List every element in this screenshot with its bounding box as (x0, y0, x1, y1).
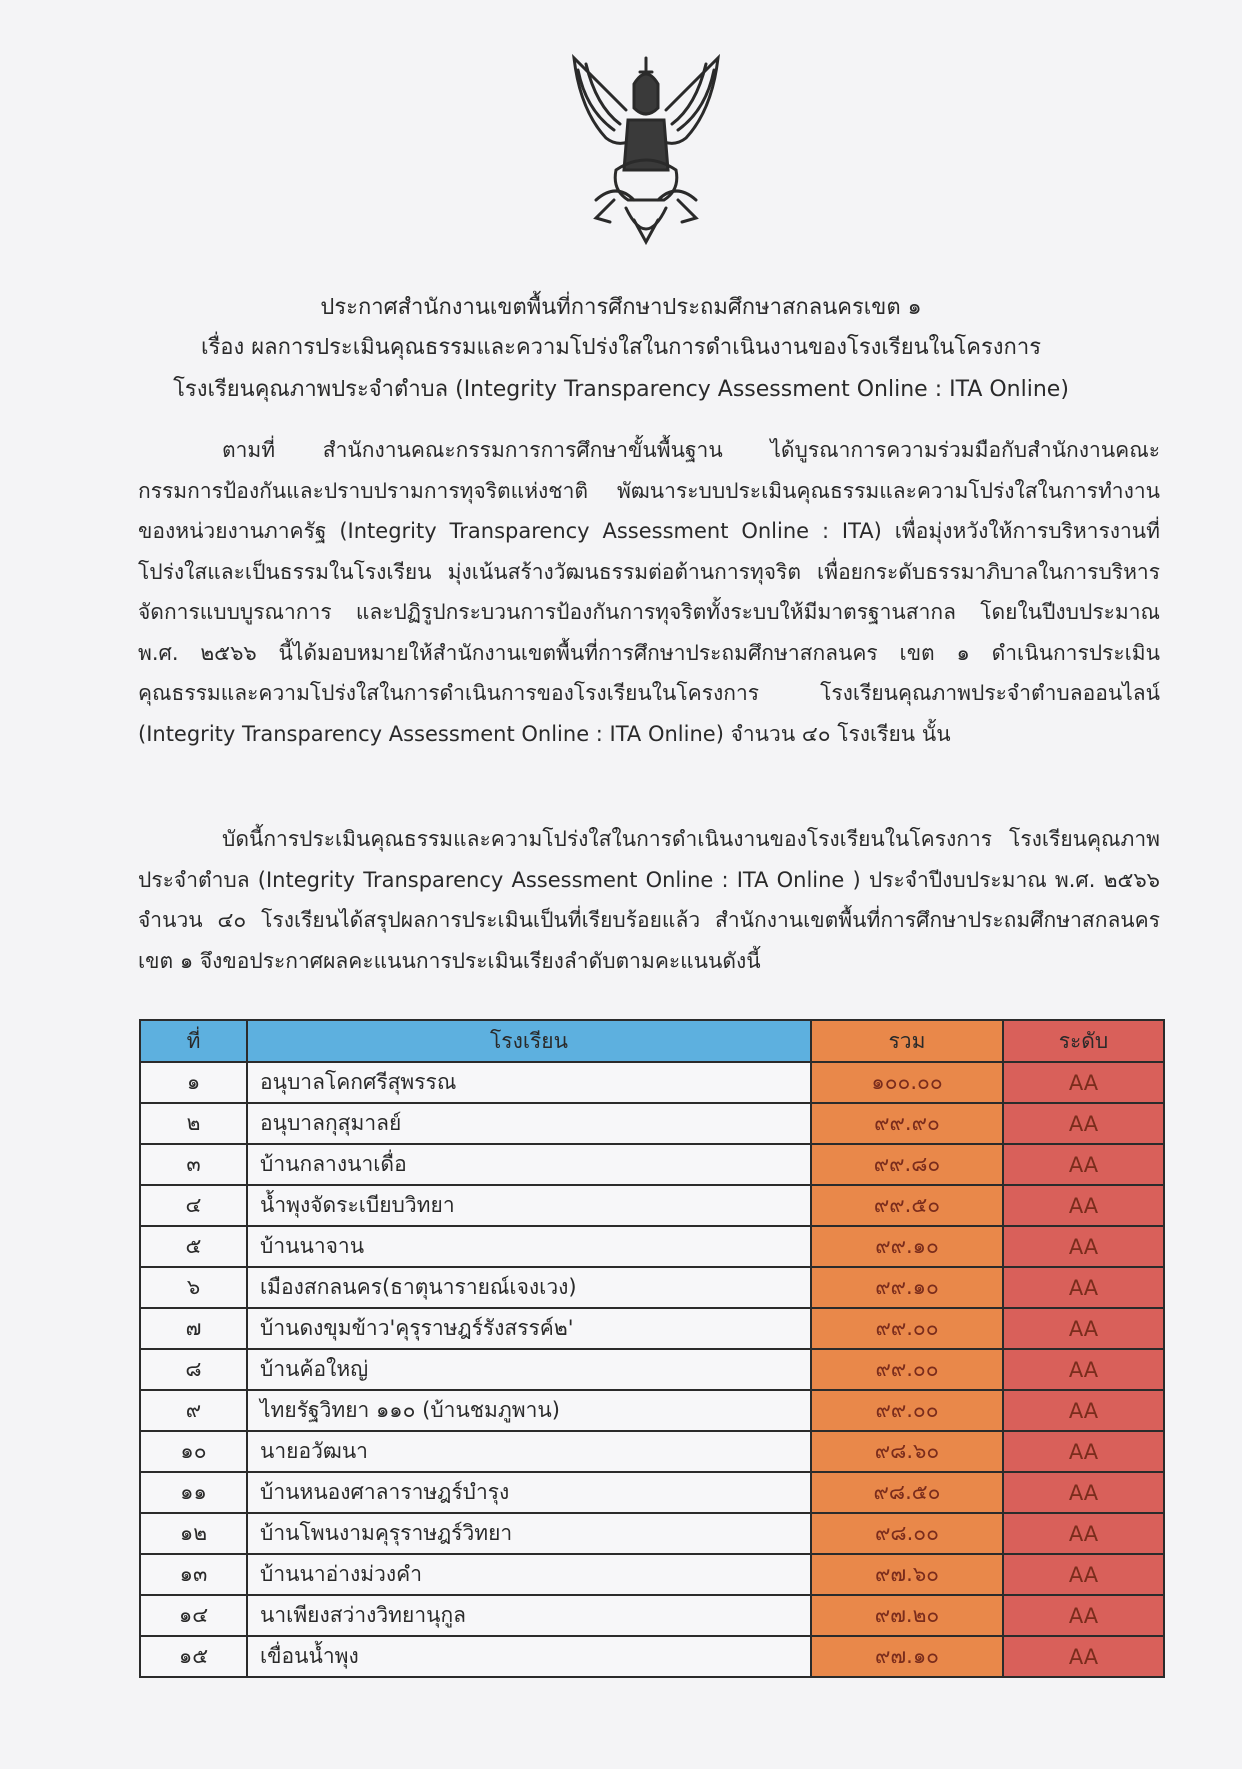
row-school: บ้านนาอ่างม่วงคำ (247, 1554, 811, 1595)
row-school: บ้านโพนงามคุรุราษฎร์วิทยา (247, 1513, 811, 1554)
header-total: รวม (811, 1020, 1003, 1062)
row-total: ๙๙.๘๐ (811, 1144, 1003, 1185)
table-row (140, 1431, 1164, 1472)
row-no: ๓ (140, 1144, 247, 1185)
row-level: AA (1003, 1226, 1164, 1267)
row-total: ๙๗.๖๐ (811, 1554, 1003, 1595)
row-no: ๕ (140, 1226, 247, 1267)
row-school: บ้านนาจาน (247, 1226, 811, 1267)
table-row (140, 1103, 1164, 1144)
table-header-row (140, 1020, 1164, 1062)
row-no: ๑๔ (140, 1595, 247, 1636)
table-row (140, 1144, 1164, 1185)
table-row (140, 1636, 1164, 1677)
row-level: AA (1003, 1431, 1164, 1472)
row-total: ๙๙.๑๐ (811, 1226, 1003, 1267)
row-no: ๖ (140, 1267, 247, 1308)
header-no: ที่ (140, 1020, 247, 1062)
table-row (140, 1472, 1164, 1513)
body-paragraph-1: ตามที่ สำนักงานคณะกรรมการการศึกษาขั้นพื้นฐาน ได้บูรณาการความร่วมมือกับสำนักงานคณะกรรมการป้องกันและปราบปรามการทุจริตแห่งชาติ พัฒนาระบบประเมินคุณธรรมและความโปร่งใสในการทำงานของหน่วยงานภาครัฐ (Integrity Transparency Assessment Online : ITA) เพื่อมุ่งหวังให้การบริหารงานที่โปร่งใสและเป็นธรรมในโรงเรียน มุ่งเน้นสร้างวัฒนธรรมต่อต้านการทุจริต เพื่อยกระดับธรรมาภิบาลในการบริหารจัดการแบบบูรณาการ และปฏิรูปกระบวนการป้องกันการทุจริตทั้งระบบให้มีมาตรฐานสากล โดยในปีงบประมาณ พ.ศ. ๒๕๖๖ นี้ได้มอบหมายให้สำนักงานเขตพื้นที่การศึกษาประถมศึกษาสกลนคร เขต ๑ ดำเนินการประเมินคุณธรรมและความโปร่งใสในการดำเนินการของโรงเรียนในโครงการ โรงเรียนคุณภาพประจำตำบลออนไลน์ (Integrity Transparency Assessment Online : ITA Online) จำนวน ๔๐ โรงเรียน นั้น (138, 438, 1160, 746)
body-paragraph-2: บัดนี้การประเมินคุณธรรมและความโปร่งใสในการดำเนินงานของโรงเรียนในโครงการ โรงเรียนคุณภาพประจำตำบล (Integrity Transparency Assessment Online : ITA Online ) ประจำปีงบประมาณ พ.ศ. ๒๕๖๖ จำนวน ๔๐ โรงเรียนได้สรุปผลการประเมินเป็นที่เรียบร้อยแล้ว สำนักงานเขตพื้นที่การศึกษาประถมศึกษาสกลนคร เขต ๑ จึงขอประกาศผลคะแนนการประเมินเรียงลำดับตามคะแนนดังนี้ (138, 827, 1160, 973)
row-level: AA (1003, 1513, 1164, 1554)
announcement-title: ประกาศสำนักงานเขตพื้นที่การศึกษาประถมศึกษาสกลนครเขต ๑ (320, 295, 922, 320)
row-no: ๒ (140, 1103, 247, 1144)
row-level: AA (1003, 1144, 1164, 1185)
table-row (140, 1185, 1164, 1226)
row-school: เมืองสกลนคร(ธาตุนารายณ์เจงเวง) (247, 1267, 811, 1308)
row-level: AA (1003, 1062, 1164, 1103)
row-level: AA (1003, 1103, 1164, 1144)
announcement-subject-cont: โรงเรียนคุณภาพประจำตำบล (Integrity Transparency Assessment Online : ITA Online) (173, 377, 1069, 402)
row-no: ๔ (140, 1185, 247, 1226)
row-school: นายอวัฒนา (247, 1431, 811, 1472)
row-total: ๑๐๐.๐๐ (811, 1062, 1003, 1103)
row-no: ๑๐ (140, 1431, 247, 1472)
header-school: โรงเรียน (247, 1020, 811, 1062)
row-level: AA (1003, 1349, 1164, 1390)
row-total: ๙๘.๕๐ (811, 1472, 1003, 1513)
row-level: AA (1003, 1554, 1164, 1595)
row-no: ๗ (140, 1308, 247, 1349)
header-level: ระดับ (1003, 1020, 1164, 1062)
table-row (140, 1554, 1164, 1595)
row-no: ๘ (140, 1349, 247, 1390)
row-level: AA (1003, 1390, 1164, 1431)
table-row (140, 1267, 1164, 1308)
row-total: ๙๘.๐๐ (811, 1513, 1003, 1554)
row-level: AA (1003, 1185, 1164, 1226)
row-level: AA (1003, 1267, 1164, 1308)
row-no: ๑๕ (140, 1636, 247, 1677)
row-school: บ้านดงขุมข้าว'คุรุราษฎร์รังสรรค์๒' (247, 1308, 811, 1349)
row-level: AA (1003, 1472, 1164, 1513)
table-row (140, 1390, 1164, 1431)
row-total: ๙๙.๐๐ (811, 1308, 1003, 1349)
row-total: ๙๙.๐๐ (811, 1349, 1003, 1390)
garuda-emblem-icon (556, 50, 736, 250)
row-level: AA (1003, 1308, 1164, 1349)
table-row (140, 1062, 1164, 1103)
row-total: ๙๙.๐๐ (811, 1390, 1003, 1431)
row-school: เขื่อนน้ำพุง (247, 1636, 811, 1677)
row-no: ๑๓ (140, 1554, 247, 1595)
table-row (140, 1349, 1164, 1390)
row-no: ๙ (140, 1390, 247, 1431)
row-school: บ้านหนองศาลาราษฎร์บำรุง (247, 1472, 811, 1513)
row-total: ๙๙.๕๐ (811, 1185, 1003, 1226)
table-row (140, 1308, 1164, 1349)
row-school: บ้านกลางนาเดื่อ (247, 1144, 811, 1185)
results-table (139, 1019, 1165, 1678)
row-no: ๑๒ (140, 1513, 247, 1554)
announcement-subject: เรื่อง ผลการประเมินคุณธรรมและความโปร่งใสในการดำเนินงานของโรงเรียนในโครงการ (200, 335, 1042, 360)
row-school: ไทยรัฐวิทยา ๑๑๐ (บ้านชมภูพาน) (247, 1390, 811, 1431)
row-school: อนุบาลกุสุมาลย์ (247, 1103, 811, 1144)
row-school: บ้านค้อใหญ่ (247, 1349, 811, 1390)
row-total: ๙๙.๙๐ (811, 1103, 1003, 1144)
row-no: ๑ (140, 1062, 247, 1103)
row-no: ๑๑ (140, 1472, 247, 1513)
table-row (140, 1595, 1164, 1636)
row-school: น้ำพุงจัดระเบียบวิทยา (247, 1185, 811, 1226)
row-total: ๙๙.๑๐ (811, 1267, 1003, 1308)
row-total: ๙๗.๑๐ (811, 1636, 1003, 1677)
table-row (140, 1513, 1164, 1554)
row-level: AA (1003, 1636, 1164, 1677)
row-total: ๙๘.๖๐ (811, 1431, 1003, 1472)
row-school: นาเพียงสว่างวิทยานุกูล (247, 1595, 811, 1636)
row-school: อนุบาลโคกศรีสุพรรณ (247, 1062, 811, 1103)
row-level: AA (1003, 1595, 1164, 1636)
row-total: ๙๗.๒๐ (811, 1595, 1003, 1636)
table-row (140, 1226, 1164, 1267)
